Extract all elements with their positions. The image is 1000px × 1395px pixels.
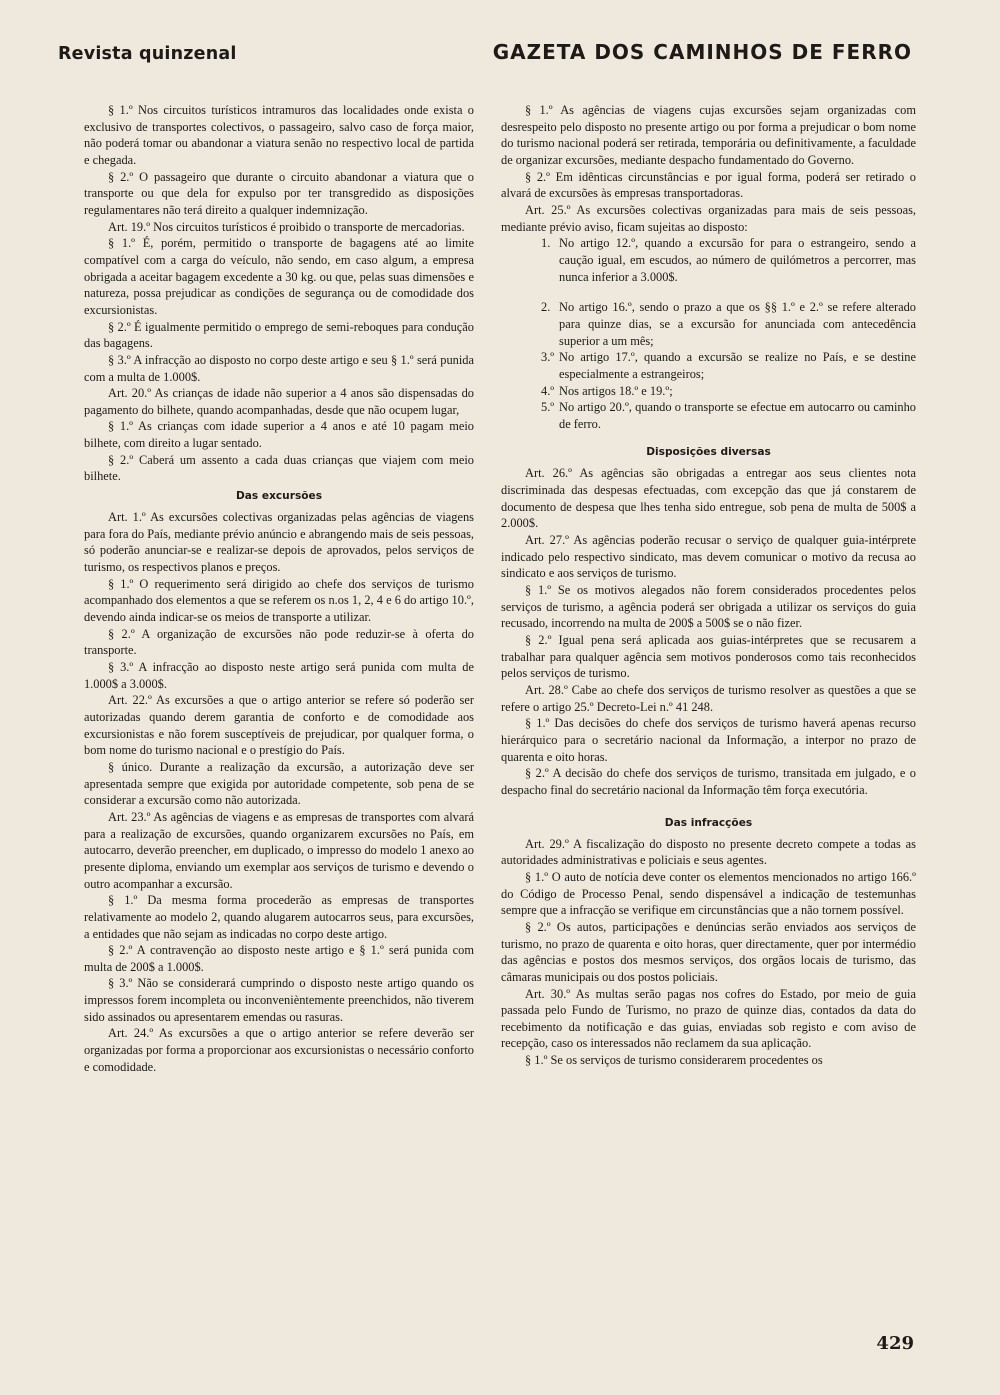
paragraph: § 2.º Em idênticas circunstâncias e por igual forma, poderá ser retirado o alvará de excursões às empresas transportadoras. (501, 169, 916, 201)
paragraph: § 2.º Igual pena será aplicada aos guias-intérpretes que se recusarem a trabalhar para qualquer agência sem motivos ponderosos como tais reconhecidos pelos serviços de turismo. (501, 633, 916, 681)
list-item-number: 5.º (541, 400, 555, 415)
paragraph: § 1.º Nos circuitos turísticos intramuros das localidades onde exista o exclusivo de transportes colectivos, o passageiro, salvo caso de força maior, não poderá tomar ou abandonar a viatura senão no respectivo local de partida e chegada. (84, 103, 474, 167)
list-item (501, 383, 916, 400)
paragraph: § 1.º É, porém, permitido o transporte de bagagens até ao limite compatível com a carga do veículo, não sendo, em caso algum, a empresa obrigada a aceitar bagagem excedente a 30 kg. ou que, pelas suas dimensões e natureza, possa prejudicar as condições de segurança ou de comodidade dos excursionistas. (84, 236, 474, 317)
list-item (501, 235, 916, 285)
list-item-text: No artigo 16.º, sendo o prazo a que os §§ 1.º e 2.º se refere alterado para quinze dias, se a excursão for anunciada com antecedência superior a um mês; (559, 300, 916, 348)
list-gap (501, 285, 916, 299)
paragraph: § 1.º Se os serviços de turismo considerarem procedentes os (525, 1053, 823, 1068)
list-item-number: 1. (541, 236, 551, 251)
paragraph: Art. 30.º As multas serão pagas nos cofres do Estado, por meio de guia passada pelo Fundo de Turismo, no prazo de quinze dias, contados da data do recebimento da notificação e das guias, enviadas sob registo e com aviso de recepção, caso os interessados não reclamem da sua aplicação. (501, 986, 916, 1051)
paragraph: Art. 1.º As excursões colectivas organizadas pelas agências de viagens para fora do País, mediante prévio anúncio e abrangendo mais de seis pessoas, só poderão anunciar-se e realizar-se depois de aprovados, pelos serviços de turismo, os respectivos planos e preços. (84, 510, 474, 575)
list-item-number: 3.º (541, 350, 555, 365)
paragraph: Art. 24.º As excursões a que o artigo anterior se refere deverão ser organizadas por forma a proporcionar aos excursionistas o necessário conforto e comodidade. (84, 1026, 474, 1074)
paragraph: § 1.º As agências de viagens cujas excursões sejam organizadas com desrespeito pelo disposto no presente artigo ou por forma a prejudicar o bom nome do turismo nacional poderá ser retirada, temporária ou definitivamente, a faculdade de organizar excursões, mediante despacho fundamentado do Governo. (501, 103, 916, 167)
left-column (84, 102, 474, 1075)
section-heading-excursoes: Das excursões (235, 490, 323, 503)
left-paragraphs-a (84, 102, 474, 485)
paragraph: § 3.º A infracção ao disposto neste artigo será punida com multa de 1.000$ a 3.000$. (84, 660, 474, 691)
paragraph: § 1.º O requerimento será dirigido ao chefe dos serviços de turismo acompanhado dos elementos a que se referem os n.os 1, 2, 4 e 6 do artigo 10.º, devendo ainda indicar-se os meios de transporte a utilizar. (84, 576, 474, 625)
paragraph: Art. 19.º Nos circuitos turísticos é proibido o transporte de mercadorias. (108, 219, 465, 234)
section-heading-infraccoes: Das infracções (664, 816, 753, 829)
paragraph: Art. 26.º As agências são obrigadas a entregar aos seus clientes nota discriminada das despesas efectuadas, com excepção das que já constarem de documento de despesa que lhes tenha sido entregue, sob pena de multa de 500$ a 2.000$. (501, 466, 916, 531)
list-item (501, 299, 916, 349)
paragraph: § 1.º Da mesma forma procederão as empresas de transportes relativamente ao modelo 2, quando alugarem autocarros seus, para excursões, a entidades que não sejam as indicadas no corpo deste artigo. (84, 893, 474, 941)
paragraph: § 1.º Das decisões do chefe dos serviços de turismo haverá apenas recurso hierárquico para o secretário nacional da Informação, a interpor no prazo de quarenta e oito horas. (501, 716, 916, 764)
list-item-number: 4.º (541, 383, 555, 398)
article-25-list-b (501, 299, 916, 432)
paragraph: Art. 20.º As crianças de idade não superior a 4 anos são dispensadas do pagamento do bilhete, quando acompanhadas, desde que não ocupem lugar, (84, 386, 474, 417)
right-paragraphs-a (501, 102, 916, 235)
paragraph: Art. 29.º A fiscalização do disposto no presente decreto compete a todas as autoridades administrativas e policiais e seus agentes. (501, 836, 916, 868)
paragraph: Art. 23.º As agências de viagens e as empresas de transportes com alvará para a realização de excursões, quando organizarem excursões no País, em autocarro, deverão preencher, em duplicado, o impresso do modelo 1 anexo ao presente diploma, enviando um exemplar aos serviços de turismo e devendo o outro acompanhar a excursão. (84, 809, 474, 891)
section-heading-disposicoes: Disposições diversas (646, 446, 771, 459)
right-paragraphs-b (501, 465, 916, 798)
header-journal-title: GAZETA DOS CAMINHOS DE FERRO (492, 40, 912, 64)
list-item-text: No artigo 17.º, quando a excursão se realize no País, e se destine especialmente a estrangeiros; (559, 350, 916, 381)
left-paragraphs-b (84, 509, 474, 1075)
paragraph: § 2.º A decisão do chefe dos serviços de turismo, transitada em julgado, e o despacho final do secretário nacional da Informação têm força executória. (501, 766, 916, 797)
list-item-number: 2. (541, 300, 551, 315)
paragraph: § 2.º O passageiro que durante o circuito abandonar a viatura que o transporte ou que dela for expulso por ter transgredido as disposições regulamentares não terá direito a qualquer indemnização. (84, 169, 474, 217)
paragraph: Art. 27.º As agências poderão recusar o serviço de qualquer guia-intérprete indicado pelo respectivo sindicato, mas devem comunicar o motivo da recusa ao sindicato e aos serviços de turismo. (501, 533, 916, 581)
paragraph: § 3.º A infracção ao disposto no corpo deste artigo e seu § 1.º será punida com a multa de 1.000$. (84, 352, 474, 384)
paragraph: § 2.º Os autos, participações e denúncias serão enviados aos serviços de turismo, no prazo de quarenta e oito horas, quer directamente, quer por intermédio das agências e postos dos mesmos serviços, dos orgãos locais de turismo, das câmaras municipais ou dos postos policiais. (501, 919, 916, 984)
paragraph: § único. Durante a realização da excursão, a autorização deve ser apresentada sempre que exigida por autoridade competente, sob pena de se considerar a excursão como não autorizada. (84, 759, 474, 808)
paragraph: § 2.º A contravenção ao disposto neste artigo e § 1.º será punida com multa de 200$ a 1.000$. (84, 943, 474, 974)
header-journal-frequency: Revista quinzenal (58, 44, 237, 64)
paragraph: § 1.º Se os motivos alegados não forem considerados procedentes pelos serviços de turismo, a agência poderá ser obrigada a utilizar os serviços do guia recusado, incorrendo na multa de 200$ a 500$ se o não fizer. (501, 583, 916, 631)
list-item-text: No artigo 20.º, quando o transporte se efectue em autocarro ou caminho de ferro. (559, 400, 916, 431)
paragraph: Art. 28.º Cabe ao chefe dos serviços de turismo resolver as questões a que se refere o artigo 25.º Decreto-Lei n.º 41 248. (501, 683, 916, 714)
paragraph: Art. 25.º As excursões colectivas organizadas para mais de seis pessoas, mediante prévio aviso, ficam sujeitas ao disposto: (501, 202, 916, 234)
paragraph: § 1.º As crianças com idade superior a 4 anos e até 10 pagam meio bilhete, com direito a lugar sentado. (84, 419, 474, 451)
right-column (501, 102, 916, 1069)
paragraph: Art. 22.º As excursões a que o artigo anterior se refere só poderão ser autorizadas quando derem garantia de conforto e de comodidade aos excursionistas e não forem susceptíveis de prejudicar, por qualquer forma, o bom nome do turismo nacional e o prestígio do País. (84, 693, 474, 758)
list-item-text: No artigo 12.º, quando a excursão for para o estrangeiro, sendo a caução igual, em escudos, ao número de quilómetros a percorrer, mas nunca inferior a 3.000$. (559, 236, 916, 284)
list-item (501, 349, 916, 382)
paragraph: § 2.º É igualmente permitido o emprego de semi-reboques para condução das bagagens. (84, 319, 474, 351)
paragraph: § 2.º A organização de excursões não pode reduzir-se à oferta do transporte. (84, 626, 474, 658)
paragraph: § 3.º Não se considerará cumprindo o disposto neste artigo quando os impressos forem incompleta ou inconvenièntemente preenchidos, não tiverem sido assinados ou apresentarem emendas ou rasuras. (84, 976, 474, 1024)
right-paragraphs-c (501, 836, 916, 1069)
article-25-list-a (501, 235, 916, 285)
paragraph: § 1.º O auto de notícia deve conter os elementos mencionados no artigo 166.º do Código de Processo Penal, sendo dispensável a indicação de testemunhas sempre que a infracção se verifique em circunstâncias que a não tornem possível. (501, 869, 916, 918)
list-item-text: Nos artigos 18.º e 19.º; (559, 383, 673, 398)
paragraph: § 2.º Caberá um assento a cada duas crianças que viajem com meio bilhete. (84, 452, 474, 484)
list-item (501, 399, 916, 432)
page-number: 429 (876, 1333, 914, 1354)
